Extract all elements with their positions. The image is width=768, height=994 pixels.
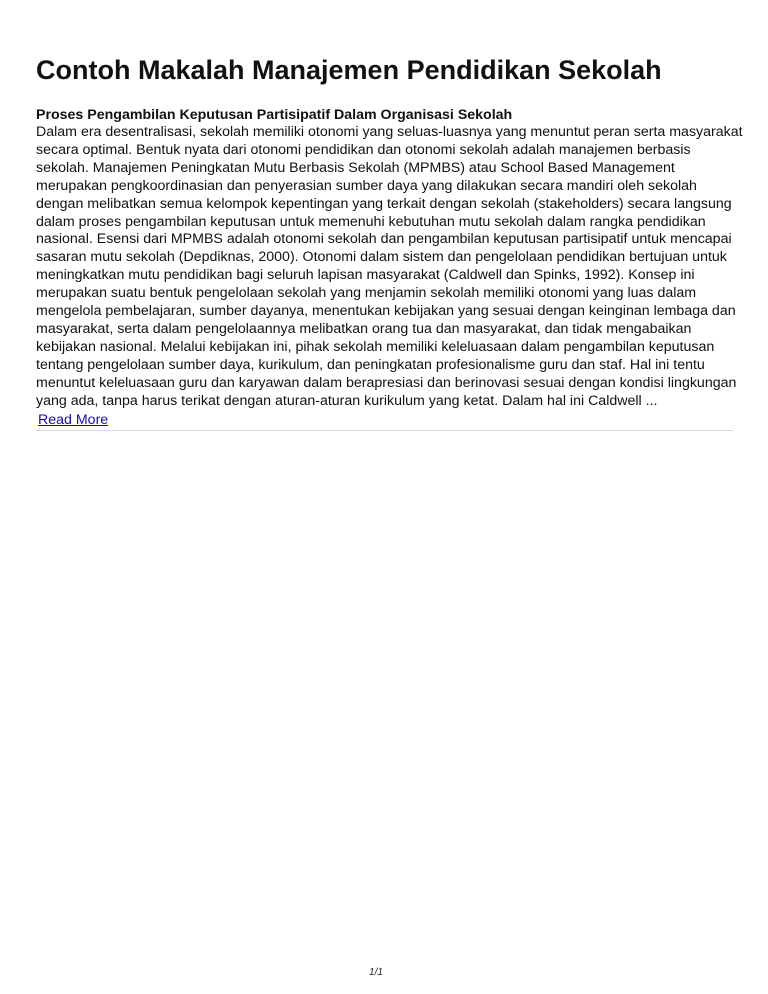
article-line: masyarakat, serta dalam pengelolaannya melibatkan orang tua dan masyarakat, dan tidak mengabaikan bbox=[36, 320, 692, 337]
article-line: dengan melibatkan semua kelompok kepentingan yang terkait dengan sekolah (stakeholders) secara langsung bbox=[36, 195, 732, 212]
article-line: merupakan suatu bentuk pengelolaan sekolah yang menjamin sekolah memiliki otonomi yang luas dalam bbox=[36, 285, 697, 302]
article-line: Dalam era desentralisasi, sekolah memiliki otonomi yang seluas-luasnya yang menuntut peran serta masyarakat bbox=[36, 124, 743, 140]
article-line: yang ada, tanpa harus terikat dengan aturan-aturan kurikulum yang ketat. Dalam hal ini Caldwell ... bbox=[36, 392, 658, 409]
article-line: secara optimal. Bentuk nyata dari otonomi pendidikan dan otonomi sekolah adalah manajemen berbasis bbox=[36, 141, 691, 158]
article-line: dalam proses pengambilan keputusan untuk memenuhi kebutuhan mutu sekolah dalam rangka pendidikan bbox=[36, 213, 706, 230]
article-line: tentang pengelolaan sumber daya, kurikulum, dan peningkatan profesionalisme guru dan staf. Hal ini tentu bbox=[36, 356, 705, 373]
read-more-link[interactable]: Read More bbox=[38, 411, 109, 428]
page-number: 1/1 bbox=[369, 967, 383, 978]
article-line: merupakan pengkoordinasian dan penyerasian sumber daya yang dilakukan secara mandiri oleh sekolah bbox=[36, 177, 697, 194]
article-line: sekolah. Manajemen Peningkatan Mutu Berbasis Sekolah (MPMBS) atau School Based Management bbox=[36, 159, 675, 176]
article-heading: Proses Pengambilan Keputusan Partisipatif Dalam Organisasi Sekolah bbox=[36, 107, 513, 123]
article-line: mengelola pembelajaran, sumber dayanya, menentukan kebijakan yang sesuai dengan keinginan lembaga dan bbox=[36, 303, 736, 320]
article-line: meningkatkan mutu pendidikan bagi seluruh lapisan masyarakat (Caldwell dan Spinks, 1992). Konsep ini bbox=[36, 267, 695, 284]
divider bbox=[36, 430, 733, 431]
article-line: nasional. Esensi dari MPMBS adalah otonomi sekolah dan pengambilan keputusan partisipatif untuk mencapai bbox=[36, 231, 732, 248]
article bbox=[36, 106, 743, 429]
article-line: kebijakan nasional. Melalui kebijakan ini, pihak sekolah memiliki keleluasaan dalam pengambilan keputusan bbox=[36, 338, 715, 355]
page-title: Contoh Makalah Manajemen Pendidikan Sekolah bbox=[36, 55, 662, 85]
article-line: sasaran mutu sekolah (Depdiknas, 2000). Otonomi dalam sistem dan pengelolaan pendidikan bertujuan untuk bbox=[36, 249, 727, 266]
article-body bbox=[36, 124, 743, 411]
article-line: menuntut keleluasaan guru dan karyawan dalam berapresiasi dan berinovasi sesuai dengan kondisi lingkungan bbox=[36, 374, 737, 391]
